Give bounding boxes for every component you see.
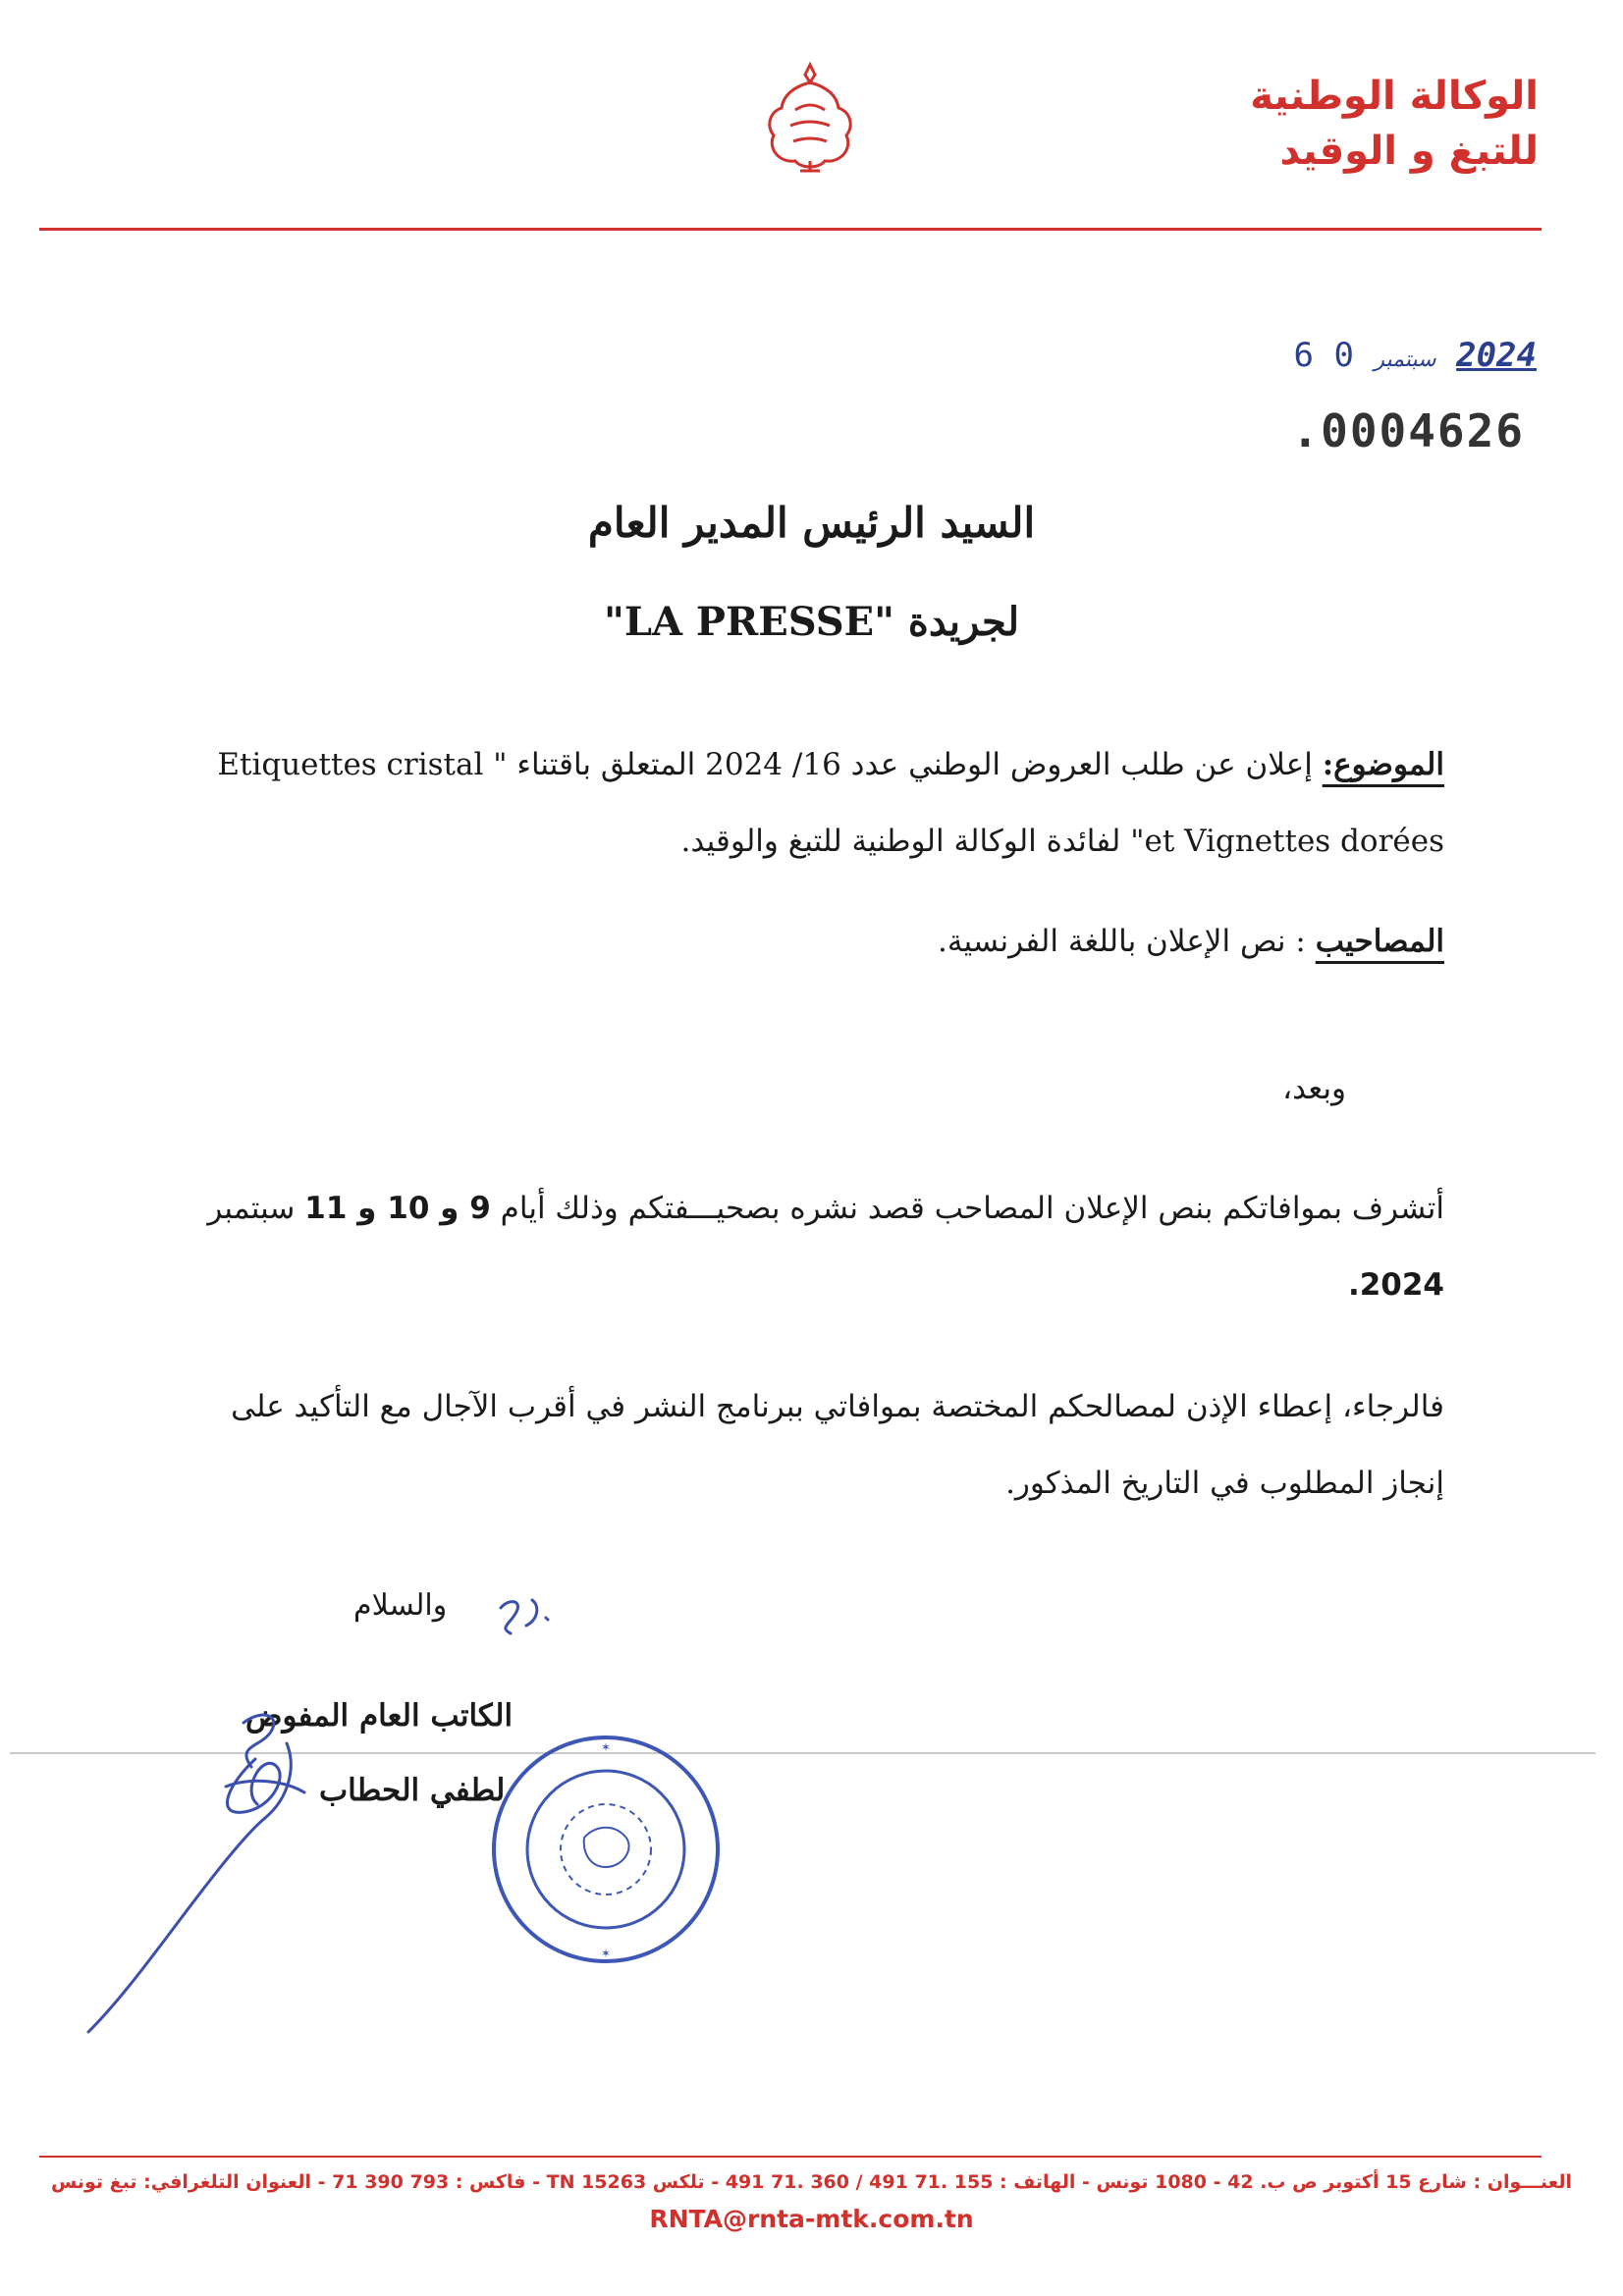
body-paragraph-1	[178, 1170, 1444, 1323]
footer-divider	[39, 2156, 1542, 2158]
svg-text:✶: ✶	[600, 1947, 612, 1960]
header-divider	[39, 228, 1542, 231]
received-date-stamp	[1293, 336, 1537, 375]
attachment-label: المصاحيب	[1315, 924, 1444, 959]
organization-logo-icon	[756, 61, 864, 174]
greeting: وبعد،	[1282, 1071, 1346, 1106]
stamp-year: 2024	[1456, 336, 1537, 375]
body1-text-a: أتشرف بموافاتكم بنص الإعلان المصاحب قصد نشره بصحيـــفتكم وذلك أيام	[490, 1191, 1444, 1226]
footer-address: العنـــوان : شارع 15 أكتوبر ص ب. 42 - 1080 تونس - الهاتف : 155 .71 491 / 360 .71 491 - تلكس TN 15263 - فاكس : 793 390 71 - العنوان التلغرافي: تبغ تونس	[51, 2171, 1572, 2193]
closing-salutation: والسلام	[353, 1588, 448, 1623]
organization-name	[1250, 69, 1539, 179]
recipient-title: السيد الرئيس المدير العام	[587, 499, 1036, 547]
subject-text: إعلان عن طلب العروض الوطني عدد 16/ 2024 المتعلق باقتناء " Etiquettes cristal et Vignettes dorées" لفائدة الوكالة الوطنية للتبغ والوقيد.	[217, 747, 1444, 859]
organization-name-line2: للتبغ و الوقيد	[1279, 129, 1539, 174]
recipient-newspaper: لجريدة "LA PRESSE"	[603, 599, 1020, 645]
body-paragraph-2: فالرجاء، إعطاء الإذن لمصالحكم المختصة بموافاتي ببرنامج النشر في أقرب الآجال مع التأكيد على إنجاز المطلوب في التاريخ المذكور.	[231, 1389, 1444, 1501]
signatory-title: الكاتب العام المفوض	[245, 1698, 514, 1734]
subject-label: الموضوع:	[1322, 747, 1444, 782]
official-seal-icon	[486, 1730, 727, 1970]
reference-number: .0004626	[1291, 404, 1525, 457]
attachment-paragraph	[178, 903, 1444, 980]
footer-email: RNTA@rnta-mtk.com.tn	[649, 2205, 974, 2233]
stamp-day: 0 6	[1293, 336, 1354, 375]
svg-text:✶: ✶	[600, 1740, 612, 1754]
attachment-text: : نص الإعلان باللغة الفرنسية.	[938, 924, 1306, 959]
stamp-month: سبتمبر	[1374, 347, 1436, 372]
subject-paragraph	[178, 726, 1444, 880]
body1-year: 2024.	[1347, 1267, 1444, 1303]
organization-name-line1: الوكالة الوطنية	[1250, 74, 1539, 119]
body1-text-b: سبتمبر	[207, 1191, 305, 1226]
signatory-name: لطفي الحطاب	[319, 1773, 506, 1808]
body1-days: 9 و 10 و 11	[304, 1191, 491, 1226]
